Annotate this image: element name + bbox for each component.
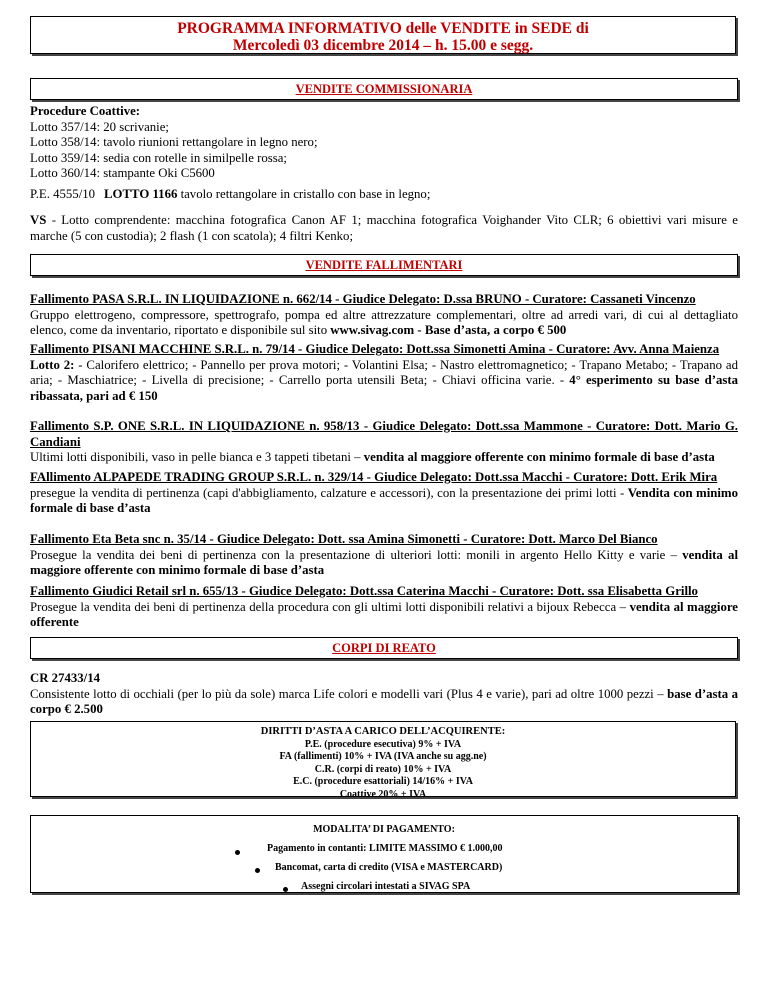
fallimento-entry xyxy=(30,532,738,579)
pe-desc: tavolo rettangolare in cristallo con base in legno; xyxy=(177,187,431,201)
pe-lotto: LOTTO 1166 xyxy=(104,187,178,201)
vs-code: VS xyxy=(30,213,47,227)
cr-terms: base d’asta a corpo € 2.500 xyxy=(30,686,739,716)
fallimento-terms: vendita al maggiore offerente con minimo formale di base d’asta xyxy=(30,547,738,577)
fallimento-terms: Vendita con minimo formale di base d’asta xyxy=(30,485,738,515)
diritti-line: E.C. (procedure esattoriali) 14/16% + IVA xyxy=(293,776,473,787)
lot-item: Lotto 360/14: stampante Oki C5600 xyxy=(30,166,215,180)
pagamento-item: Bancomat, carta di credito (VISA e MASTERCARD) xyxy=(275,862,503,873)
pe-row xyxy=(30,187,738,203)
fallimento-entry xyxy=(30,292,738,339)
fallimento-body: - Calorifero elettrico; - Pannello per prova motori; - Volantini Elsa; - Nastro elettromagnetico; - Trapano Metabo; - Trapano ad aria; - Maschiatrice; - Livella di precisione; - Carrello porta utensili Beta; - Chiavi officina varie. - xyxy=(30,357,738,387)
vs-row xyxy=(30,213,738,244)
fallimento-body: Prosegue la vendita dei beni di pertinenza della procedura con gli ultimi lotti disponibili relativi a bijoux Rebecca – xyxy=(30,599,630,614)
diritti-heading: DIRITTI D’ASTA A CARICO DELL’ACQUIRENTE: xyxy=(260,726,506,737)
cr-code: CR 27433/14 xyxy=(30,671,101,685)
fallimento-terms: 4° esperimento su base d’asta ribassata, pari ad € 150 xyxy=(30,373,738,403)
lot-item: Lotto 358/14: tavolo riunioni rettangolare in legno nero; xyxy=(30,135,318,149)
fallimento-title: Fallimento Eta Beta snc n. 35/14 - Giudice Delegato: Dott. ssa Amina Simonetti - Curatore: Dott. Marco Del Bianco xyxy=(30,532,658,546)
lot-item: Lotto 359/14: sedia con rotelle in similpelle rossa; xyxy=(30,150,287,165)
section-commissionaria-label: VENDITE COMMISSIONARIA xyxy=(295,82,473,96)
fallimento-title: Fallimento PASA S.R.L. IN LIQUIDAZIONE n. 662/14 - Giudice Delegato: D.ssa BRUNO - Curatore: Cassaneti Vincenzo xyxy=(30,292,696,306)
fallimento-entry xyxy=(30,470,738,517)
fallimento-title: FAllimento ALPAPEDE TRADING GROUP S.R.L. n. 329/14 - Giudice Delegato: Dott.ssa Macchi - Curatore: Dott. Erik Mira xyxy=(30,470,718,484)
bullet-icon xyxy=(255,868,260,873)
fallimento-entry xyxy=(30,342,738,404)
bullet-icon xyxy=(235,850,240,855)
section-fallimentari-label: VENDITE FALLIMENTARI xyxy=(305,258,463,272)
coattive-block xyxy=(30,104,738,182)
fallimento-lead: Lotto 2: xyxy=(30,357,75,372)
fallimento-terms: www.sivag.com - Base d’asta, a corpo € 500 xyxy=(330,323,567,337)
pagamento-item: Assegni circolari intestati a SIVAG SPA xyxy=(301,881,471,892)
pe-code: P.E. 4555/10 xyxy=(30,187,96,201)
fallimento-title: Fallimento S.P. ONE S.R.L. IN LIQUIDAZIONE n. 958/13 - Giudice Delegato: Dott.ssa Mammone - Curatore: Dott. Mario G. Candiani xyxy=(30,419,738,449)
fallimento-title: Fallimento Giudici Retail srl n. 655/13 - Giudice Delegato: Dott.ssa Caterina Macchi - Curatore: Dott. ssa Elisabetta Grillo xyxy=(30,584,698,598)
section-fallimentari xyxy=(30,254,738,276)
page-date: Mercoledì 03 dicembre 2014 – h. 15.00 e segg. xyxy=(232,37,534,54)
section-corpi-reato xyxy=(30,637,738,659)
cr-entry xyxy=(30,671,738,718)
diritti-line: P.E. (procedure esecutiva) 9% + IVA xyxy=(304,738,462,750)
page-title-box xyxy=(30,16,736,54)
vs-desc: - Lotto comprendente: macchina fotografica Canon AF 1; macchina fotografica Voighander Vito CLR; 6 obiettivi vari misure e marche (5 con custodia); 2 flash (1 con scatola); 4 filtri Kenko; xyxy=(30,213,738,243)
diritti-line: Coattive 20% + IVA xyxy=(339,788,427,800)
section-corpi-reato-label: CORPI DI REATO xyxy=(332,641,436,655)
fallimento-body: presegue la vendita di pertinenza (capi d'abbigliamento, calzature e accessori), con la presentazione dei primi lotti - xyxy=(30,485,628,500)
page-title: PROGRAMMA INFORMATIVO delle VENDITE in SEDE di xyxy=(177,20,589,37)
fallimento-title: Fallimento PISANI MACCHINE S.R.L. n. 79/14 - Giudice Delegato: Dott.ssa Simonetti Amina - Curatore: Avv. Anna Maienza xyxy=(30,342,720,356)
fallimento-entry xyxy=(30,584,738,631)
bullet-icon xyxy=(283,887,288,892)
pagamento-heading: MODALITA’ DI PAGAMENTO: xyxy=(313,824,455,835)
cr-body: Consistente lotto di occhiali (per lo più da sole) marca Life colori e modelli vari (Plus 4 e varie), pari ad oltre 1000 pezzi – xyxy=(30,686,668,701)
pagamento-item: Pagamento in contanti: LIMITE MASSIMO € 1.000,00 xyxy=(267,843,503,854)
diritti-line: C.R. (corpi di reato) 10% + IVA xyxy=(314,763,452,775)
section-commissionaria xyxy=(30,78,738,100)
fallimento-body: Ultimi lotti disponibili, vaso in pelle bianca e 3 tappeti tibetani – xyxy=(30,450,364,464)
diritti-box xyxy=(30,721,736,800)
fallimento-terms: vendita al maggiore offerente xyxy=(30,599,738,629)
diritti-line: FA (fallimenti) 10% + IVA (IVA anche su agg.ne) xyxy=(279,751,487,762)
fallimento-terms: vendita al maggiore offerente con minimo formale di base d’asta xyxy=(363,450,715,464)
pagamento-box xyxy=(30,815,738,893)
fallimento-body: Prosegue la vendita dei beni di pertinenza con la presentazione di ulteriori lotti: monili in argento Hello Kitty e varie – xyxy=(30,547,683,562)
coattive-heading: Procedure Coattive: xyxy=(30,104,141,118)
lot-item: Lotto 357/14: 20 scrivanie; xyxy=(30,119,169,134)
fallimento-entry xyxy=(30,419,738,466)
fallimento-body: Gruppo elettrogeno, compressore, spettrografo, pompa ed altre attrezzature complementari, oltre ad arredi vari, di cui al dettagliato elenco, come da inventario, riportato e disponibile sul sito xyxy=(30,307,738,337)
